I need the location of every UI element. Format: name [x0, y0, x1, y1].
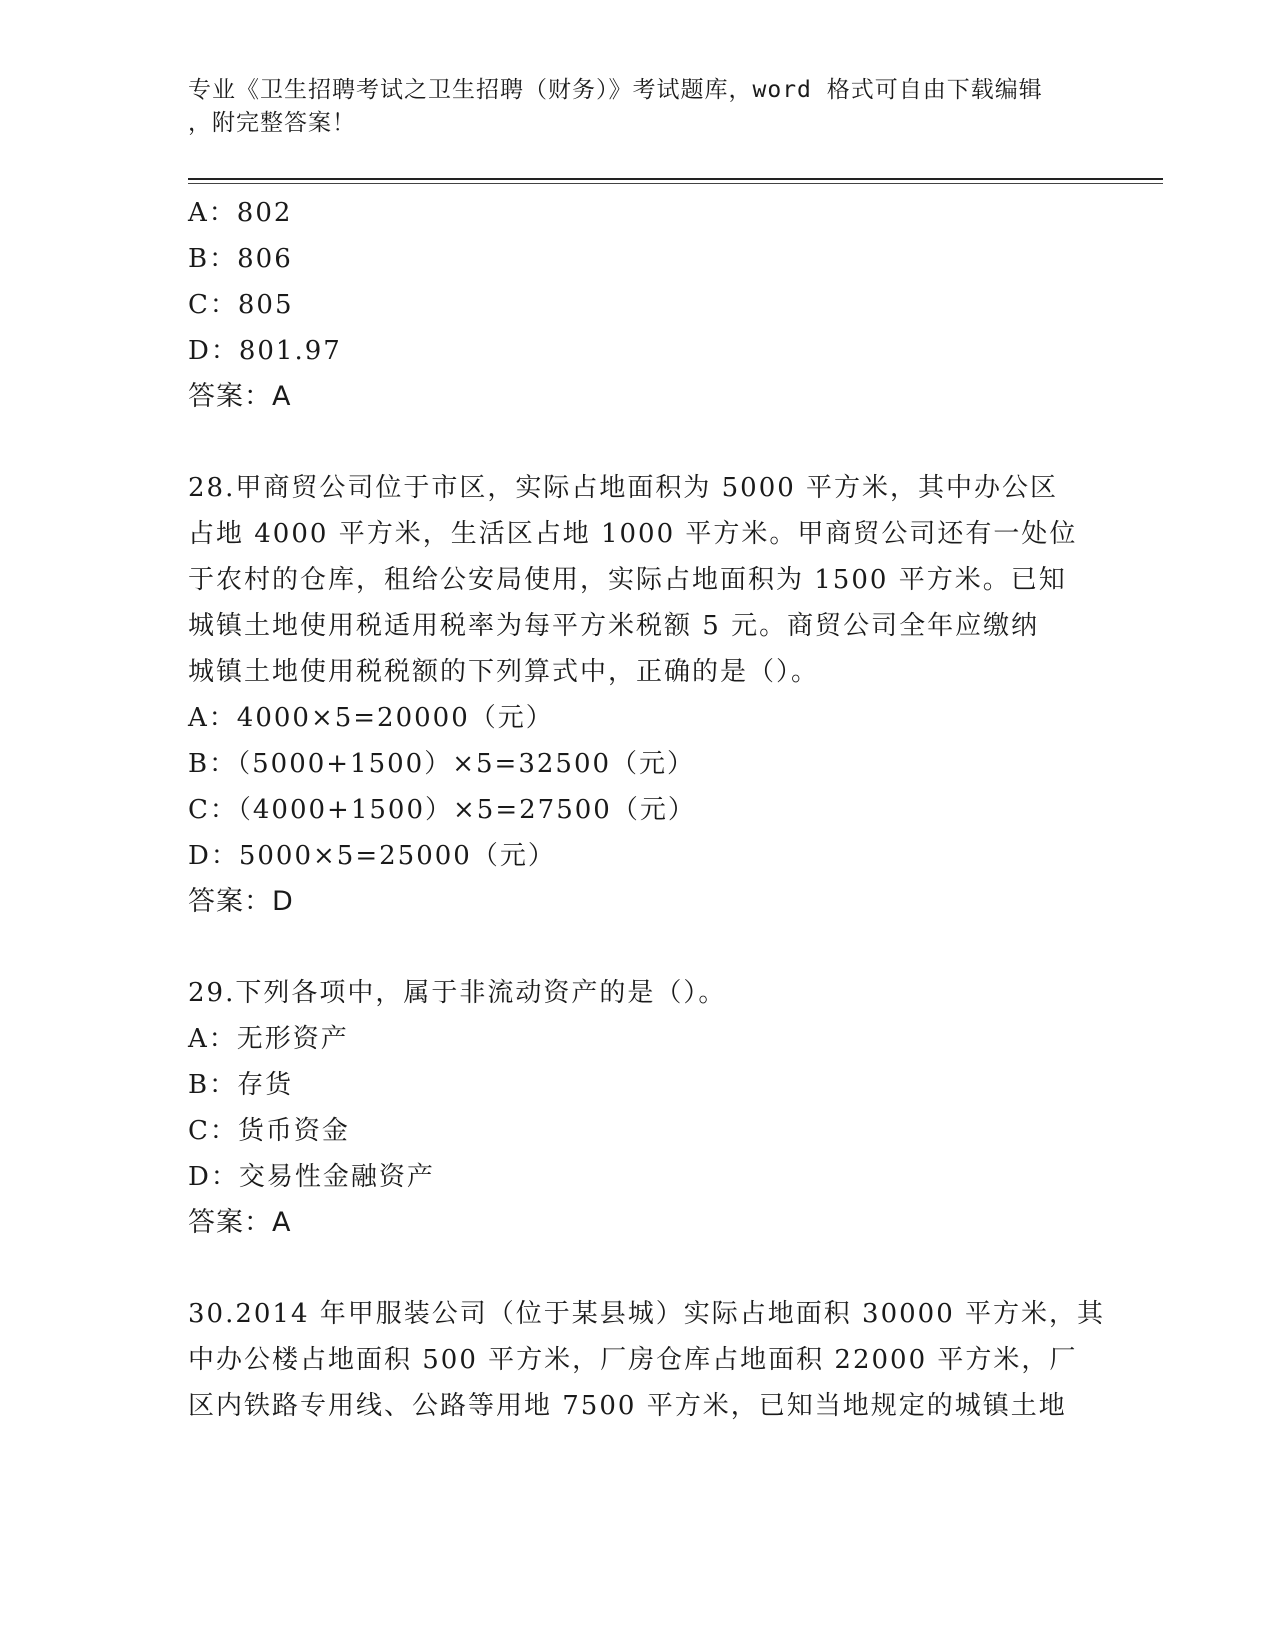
option-c: C：货币资金 — [188, 1116, 350, 1146]
option-b: B：存货 — [188, 1070, 294, 1100]
option-a: A：4000×5=20000（元） — [188, 703, 554, 733]
option-d: D：5000×5=25000（元） — [188, 841, 556, 871]
document-header — [188, 74, 1068, 140]
question-stem-line: 中办公楼占地面积 500 平方米，厂房仓库占地面积 22000 平方米，厂 — [188, 1345, 1078, 1375]
question-29-block — [188, 970, 1088, 1246]
question-stem-line: 占地 4000 平方米，生活区占地 1000 平方米。甲商贸公司还有一处位 — [188, 519, 1078, 549]
option-b: B：（5000+1500）×5=32500（元） — [188, 749, 696, 779]
question-stem-line: 区内铁路专用线、公路等用地 7500 平方米，已知当地规定的城镇土地 — [188, 1391, 1067, 1421]
question-stem-line: 城镇土地使用税税额的下列算式中，正确的是（）。 — [188, 657, 820, 687]
question-28-block — [188, 465, 1088, 925]
answer-text: 答案：A — [188, 1207, 292, 1238]
header-divider-thin — [188, 183, 1163, 184]
question-content — [188, 190, 1106, 1429]
question-30-block — [188, 1291, 1106, 1429]
question-27-block — [188, 190, 1088, 420]
question-stem-line: 29.下列各项中，属于非流动资产的是（）。 — [188, 978, 727, 1008]
option-d: D：交易性金融资产 — [188, 1162, 435, 1192]
header-divider-thick — [188, 178, 1163, 180]
question-stem-line: 30.2014 年甲服装公司（位于某县城）实际占地面积 30000 平方米，其 — [188, 1299, 1106, 1329]
spacer — [188, 1246, 1088, 1291]
header-line-2: ，附完整答案！ — [188, 110, 356, 136]
option-a: A：802 — [188, 198, 293, 228]
answer-text: 答案：A — [188, 381, 292, 412]
option-d: D：801.97 — [188, 336, 342, 366]
spacer — [188, 420, 1088, 465]
header-line-1: 专业《卫生招聘考试之卫生招聘（财务）》考试题库，word 格式可自由下载编辑 — [188, 77, 1043, 103]
question-stem-line: 城镇土地使用税适用税率为每平方米税额 5 元。商贸公司全年应缴纳 — [188, 611, 1040, 641]
question-stem-line: 28.甲商贸公司位于市区，实际占地面积为 5000 平方米，其中办公区 — [188, 473, 1059, 503]
option-c: C：（4000+1500）×5=27500（元） — [188, 795, 696, 825]
question-stem-line: 于农村的仓库，租给公安局使用，实际占地面积为 1500 平方米。已知 — [188, 565, 1067, 595]
option-c: C：805 — [188, 290, 294, 320]
spacer — [188, 925, 1088, 970]
option-b: B：806 — [188, 244, 293, 274]
option-a: A：无形资产 — [188, 1024, 349, 1054]
answer-text: 答案：D — [188, 886, 294, 917]
